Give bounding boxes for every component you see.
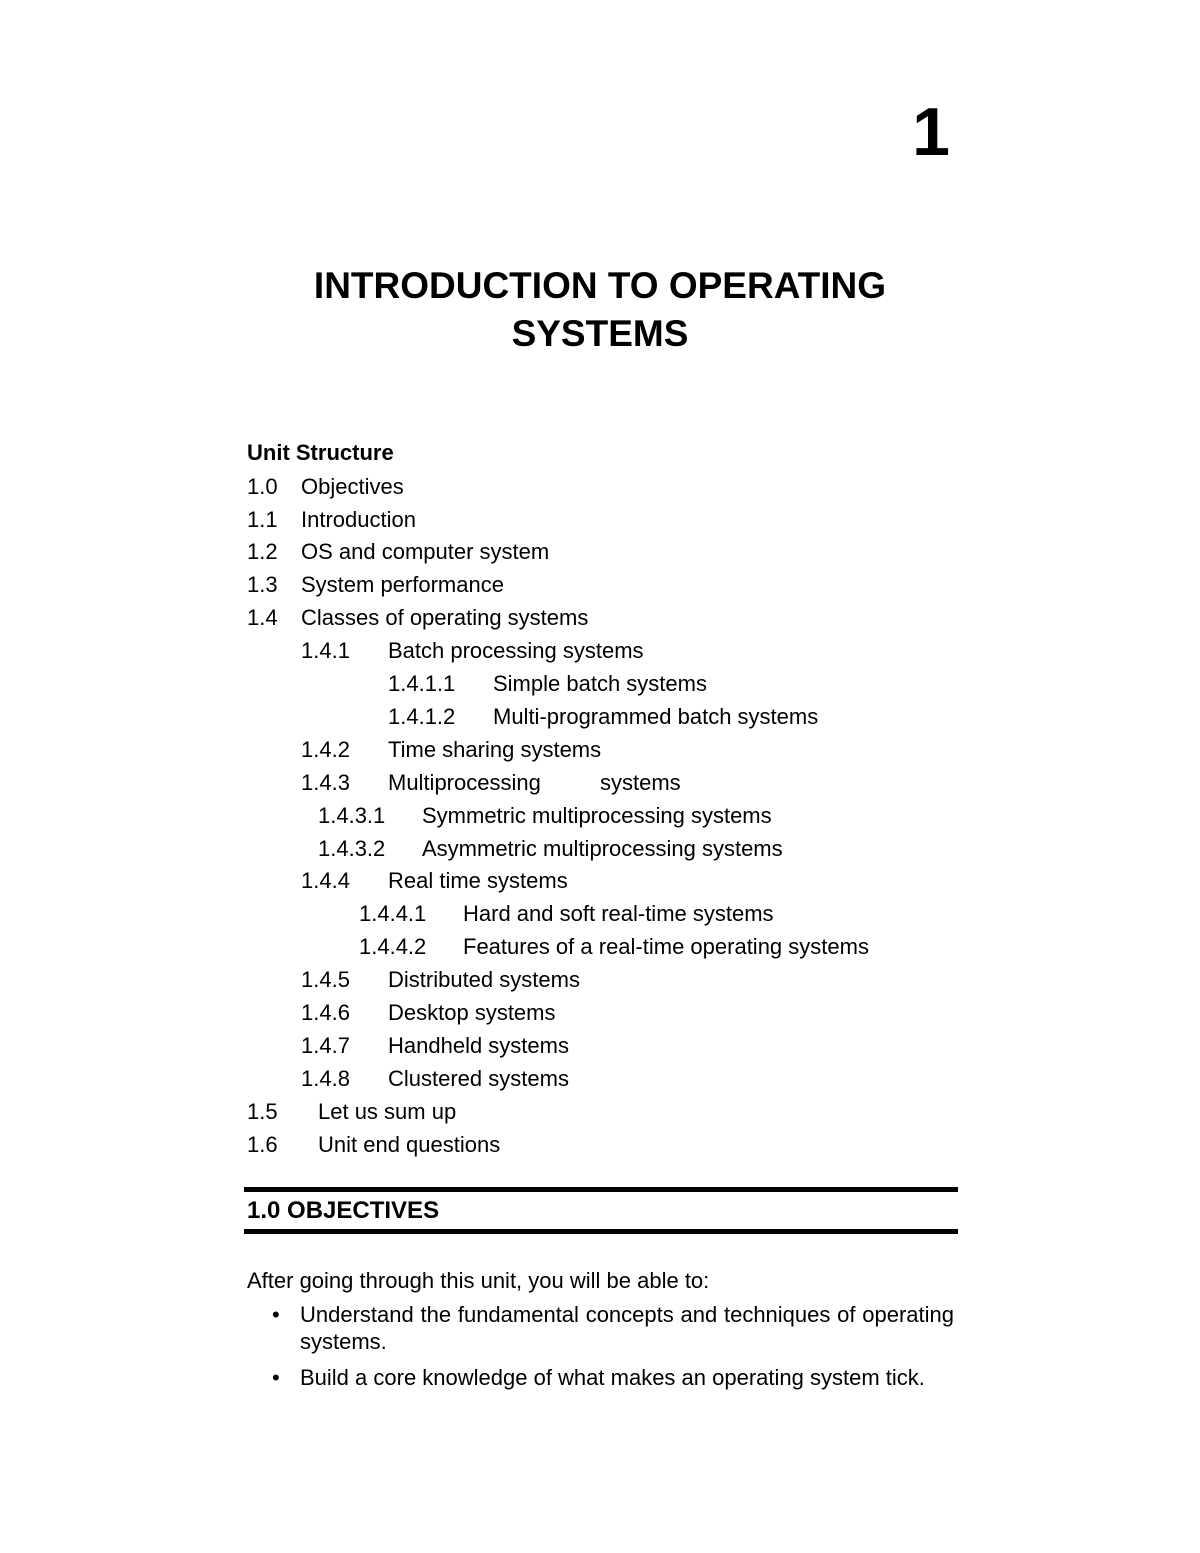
toc-item-label: Batch processing systems	[388, 638, 644, 663]
objective-bullet-text: Understand the fundamental concepts and techniques of operating systems.	[300, 1302, 954, 1354]
toc-item-label: Distributed systems	[388, 967, 580, 992]
toc-item-label: Introduction	[301, 507, 416, 532]
toc-item-label: Objectives	[301, 474, 404, 499]
toc-item-number: 1.4.5	[301, 967, 350, 992]
toc-item-number: 1.4.3	[301, 770, 350, 795]
toc-item-label: Features of a real-time operating systems	[463, 934, 869, 959]
toc-item-label: Clustered systems	[388, 1066, 569, 1091]
toc-item-number: 1.2	[247, 539, 278, 564]
toc-item-number: 1.4	[247, 605, 278, 630]
toc-item-label: Hard and soft real-time systems	[463, 901, 774, 926]
bullet-icon: •	[272, 1365, 280, 1390]
toc-item-number: 1.6	[247, 1132, 278, 1157]
toc-item-number: 1.4.7	[301, 1033, 350, 1058]
objective-bullet	[272, 1364, 954, 1391]
toc-item-label-extra: systems	[600, 770, 681, 795]
chapter-title-line-2: SYSTEMS	[511, 313, 689, 354]
toc-item-number: 1.3	[247, 572, 278, 597]
toc-item-number: 1.4.3.1	[318, 803, 386, 828]
toc-item-number: 1.4.1	[301, 638, 350, 663]
toc-item-label: Classes of operating systems	[301, 605, 589, 630]
unit-structure-heading: Unit Structure	[247, 440, 394, 465]
toc-item-number: 1.4.8	[301, 1066, 350, 1091]
chapter-title	[200, 262, 1000, 358]
toc-item-number: 1.4.6	[301, 1000, 350, 1025]
objectives-heading: 1.0 OBJECTIVES	[247, 1197, 440, 1224]
toc-item-number: 1.4.1.2	[388, 704, 456, 729]
objective-bullet	[272, 1301, 954, 1355]
toc-item-number: 1.0	[247, 474, 278, 499]
toc-item-label: System performance	[301, 572, 504, 597]
toc-item-label: Asymmetric multiprocessing systems	[422, 836, 783, 861]
toc-item-number: 1.4.1.1	[388, 671, 456, 696]
toc-item-label: Multiprocessing	[388, 770, 541, 795]
toc-item-label: Symmetric multiprocessing systems	[422, 803, 772, 828]
section-rule-bottom	[244, 1229, 958, 1234]
toc-item-label: Desktop systems	[388, 1000, 556, 1025]
toc-item-label: Real time systems	[388, 868, 568, 893]
toc-item-label: Handheld systems	[388, 1033, 569, 1058]
bullet-icon: •	[272, 1302, 280, 1327]
section-rule-top	[244, 1187, 958, 1192]
toc-item-label: Let us sum up	[318, 1099, 457, 1124]
toc-item-label: Multi-programmed batch systems	[493, 704, 819, 729]
objectives-intro: After going through this unit, you will be able to:	[247, 1268, 710, 1293]
toc-item-label: Simple batch systems	[493, 671, 707, 696]
toc-item-number: 1.1	[247, 507, 278, 532]
toc-item-number: 1.4.4.1	[359, 901, 427, 926]
toc-item-number: 1.4.4.2	[359, 934, 427, 959]
toc-item-label: Unit end questions	[318, 1132, 501, 1157]
toc-item-number: 1.4.4	[301, 868, 350, 893]
chapter-number: 1	[912, 94, 950, 170]
chapter-title-line-1: INTRODUCTION TO OPERATING	[313, 265, 887, 306]
toc-item-number: 1.5	[247, 1099, 278, 1124]
objective-bullet-text: Build a core knowledge of what makes an operating system tick.	[300, 1365, 925, 1390]
toc-item-label: OS and computer system	[301, 539, 550, 564]
toc-item-label: Time sharing systems	[388, 737, 602, 762]
toc-item-number: 1.4.2	[301, 737, 350, 762]
toc-item-number: 1.4.3.2	[318, 836, 386, 861]
